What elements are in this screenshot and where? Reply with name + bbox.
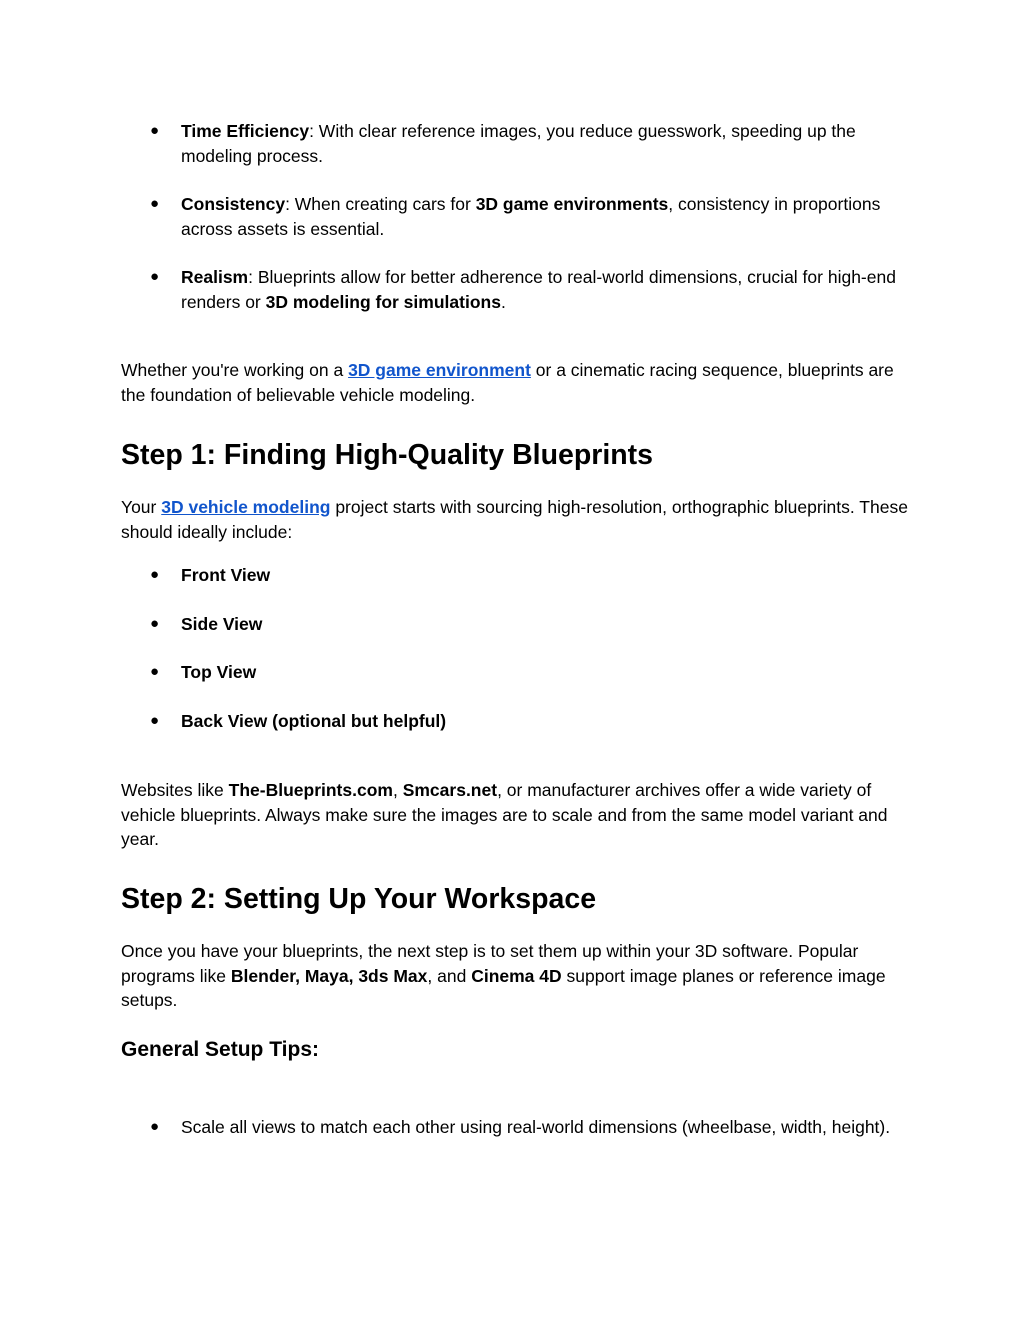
paragraph-text: , or manufacturer archives offer a wide variety of vehicle blueprints. Always make sure the images are to scale and from the same model variant and year.	[121, 780, 888, 849]
site-name: Smcars.net	[402, 780, 498, 800]
list-item-time-efficiency	[181, 119, 911, 168]
list-bullet: ●	[150, 663, 160, 680]
link-3d-vehicle-modeling[interactable]: 3D vehicle modeling	[161, 497, 331, 517]
list-item-text: : Blueprints allow for better adherence to real-world dimensions, crucial for high-end renders or	[181, 267, 896, 312]
list-bullet: ●	[150, 122, 160, 139]
list-item-bold: 3D game environments	[475, 194, 669, 214]
list-bullet: ●	[150, 195, 160, 212]
paragraph-text: , and	[427, 965, 472, 986]
software-name: Cinema 4D	[471, 965, 562, 986]
paragraph-text: project starts with sourcing high-resolution, orthographic blueprints. These should ideally include:	[121, 497, 908, 542]
step2-paragraph	[121, 939, 911, 1013]
link-3d-game-environment[interactable]: 3D game environment	[348, 360, 531, 380]
list-item-title: Consistency	[181, 194, 286, 214]
list-item-text: : With clear reference images, you reduce guesswork, speeding up the modeling process.	[181, 121, 856, 166]
list-item-bold: 3D modeling for simulations	[265, 291, 501, 312]
blueprint-sites-paragraph	[121, 778, 911, 852]
paragraph-text: or a cinematic racing sequence, blueprints are the foundation of believable vehicle modeling.	[121, 360, 894, 405]
step2-heading: Step 2: Setting Up Your Workspace	[121, 883, 597, 915]
paragraph-text: Websites like	[121, 780, 229, 800]
list-item-realism	[181, 265, 911, 314]
list-item-text: .	[500, 291, 506, 312]
step1-paragraph	[121, 495, 911, 544]
list-item-text: , consistency in proportions across assets is essential.	[181, 194, 881, 239]
list-item-side-view: Side View	[181, 614, 263, 634]
list-item-front-view: Front View	[181, 565, 271, 585]
intro-paragraph	[121, 358, 911, 407]
paragraph-text: Once you have your blueprints, the next step is to set them up within your 3D software. Popular programs like	[121, 941, 859, 986]
list-bullet: ●	[150, 615, 160, 632]
setup-tips-heading: General Setup Tips:	[121, 1038, 319, 1061]
site-name: The-Blueprints.com	[228, 780, 393, 800]
list-bullet: ●	[150, 1118, 160, 1135]
list-item-top-view: Top View	[181, 662, 257, 682]
paragraph-text: Your	[121, 497, 162, 517]
list-item-title: Realism	[181, 267, 249, 287]
list-item-text: : When creating cars for	[285, 194, 476, 214]
list-item-back-view: Back View (optional but helpful)	[181, 711, 447, 731]
paragraph-text: ,	[392, 780, 403, 800]
list-bullet: ●	[150, 712, 160, 729]
paragraph-text: Whether you're working on a	[121, 360, 349, 380]
list-item-title: Time Efficiency	[181, 121, 310, 141]
software-names: Blender, Maya, 3ds Max	[230, 965, 428, 986]
paragraph-text: support image planes or reference image setups.	[121, 965, 886, 1010]
step1-heading: Step 1: Finding High-Quality Blueprints	[121, 439, 653, 471]
list-item-consistency	[181, 192, 911, 241]
list-bullet: ●	[150, 566, 160, 583]
list-item-scale-views: Scale all views to match each other using real-world dimensions (wheelbase, width, height).	[181, 1117, 891, 1137]
list-bullet: ●	[150, 268, 160, 285]
